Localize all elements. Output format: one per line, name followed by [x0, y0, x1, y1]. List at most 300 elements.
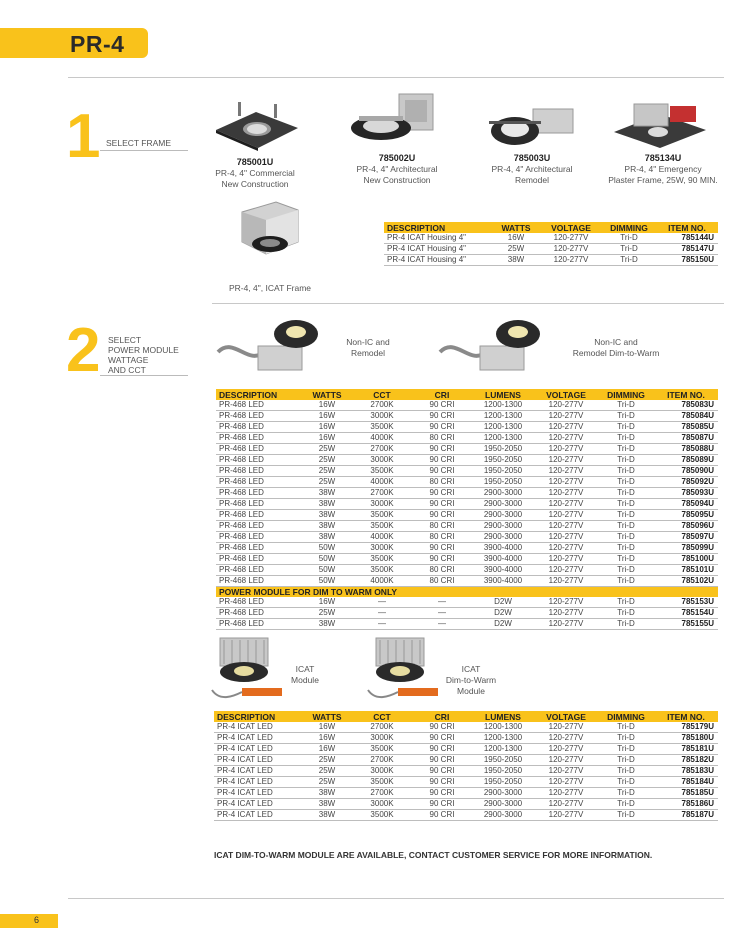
- table-row: [216, 576, 718, 587]
- table-cell: Tri-D: [598, 477, 654, 488]
- table-cell: 4000K: [352, 576, 412, 587]
- item-number-cell: 785184U: [654, 777, 718, 788]
- power-module-table: [216, 389, 718, 587]
- table-cell: 3500K: [352, 744, 412, 755]
- column-header: DESCRIPTION: [214, 711, 302, 722]
- table-cell: 3000K: [352, 543, 412, 554]
- table-cell: 25W: [492, 244, 540, 255]
- table-cell: 120-277V: [534, 733, 598, 744]
- table-cell: 3500K: [352, 565, 412, 576]
- table-cell: PR-4 ICAT LED: [214, 733, 302, 744]
- icat-led-table: [214, 711, 718, 821]
- caption-line: Dim-to-Warm: [445, 675, 497, 685]
- table-cell: 38W: [302, 510, 352, 521]
- item-number-cell: 785089U: [654, 455, 718, 466]
- table-cell: 38W: [302, 619, 352, 630]
- table-cell: 1200-1300: [472, 722, 534, 733]
- table-cell: 90 CRI: [412, 510, 472, 521]
- table-row: [214, 777, 718, 788]
- item-desc: PR-4, 4" Architectural: [491, 164, 573, 174]
- table-cell: 1200-1300: [472, 422, 534, 433]
- table-row: [216, 444, 718, 455]
- table-cell: Tri-D: [598, 499, 654, 510]
- table-cell: Tri-D: [598, 543, 654, 554]
- item-number-cell: 785094U: [654, 499, 718, 510]
- page-number-tab: [0, 914, 58, 928]
- table-cell: 3000K: [352, 766, 412, 777]
- item-number-cell: 785095U: [654, 510, 718, 521]
- column-header: CRI: [412, 711, 472, 722]
- module-caption-d2w: [560, 337, 672, 359]
- table-cell: 90 CRI: [412, 455, 472, 466]
- table-body: [216, 597, 718, 630]
- table-cell: 2900-3000: [472, 488, 534, 499]
- step-1-number: 1: [66, 102, 101, 171]
- table-cell: 50W: [302, 576, 352, 587]
- table-cell: PR-468 LED: [216, 400, 302, 411]
- table-cell: 16W: [302, 722, 352, 733]
- table-cell: 120-277V: [534, 455, 598, 466]
- table-cell: 2700K: [352, 788, 412, 799]
- column-header: DIMMING: [598, 389, 654, 400]
- item-number-cell: 785101U: [654, 565, 718, 576]
- table-cell: Tri-D: [602, 255, 656, 266]
- table-cell: Tri-D: [598, 422, 654, 433]
- table-cell: 90 CRI: [412, 444, 472, 455]
- table-cell: 120-277V: [534, 722, 598, 733]
- item-number-cell: 785182U: [654, 755, 718, 766]
- table-cell: D2W: [472, 619, 534, 630]
- table-body: [216, 400, 718, 587]
- table-cell: 2900-3000: [472, 788, 534, 799]
- table-row: [216, 510, 718, 521]
- item-number-cell: 785144U: [656, 233, 718, 244]
- table-cell: 38W: [302, 799, 352, 810]
- column-header: DESCRIPTION: [216, 389, 302, 400]
- table-cell: PR-4 ICAT LED: [214, 799, 302, 810]
- table-cell: Tri-D: [598, 733, 654, 744]
- step-2-underline: [100, 375, 188, 376]
- item-number-cell: 785179U: [654, 722, 718, 733]
- table-cell: Tri-D: [598, 444, 654, 455]
- table-cell: 120-277V: [534, 576, 598, 587]
- table-cell: 2900-3000: [472, 521, 534, 532]
- table-row: [214, 788, 718, 799]
- table-cell: 90 CRI: [412, 810, 472, 821]
- table-cell: 90 CRI: [412, 488, 472, 499]
- table-cell: Tri-D: [602, 244, 656, 255]
- table-cell: 16W: [302, 597, 352, 608]
- table-cell: 120-277V: [534, 755, 598, 766]
- table-cell: 90 CRI: [412, 411, 472, 422]
- item-desc: PR-4, 4" Architectural: [356, 164, 438, 174]
- table-cell: 16W: [302, 433, 352, 444]
- table-cell: PR-468 LED: [216, 411, 302, 422]
- step-1-underline: [100, 150, 188, 151]
- table-cell: Tri-D: [602, 233, 656, 244]
- table-cell: 90 CRI: [412, 744, 472, 755]
- table-cell: Tri-D: [598, 576, 654, 587]
- table-cell: 25W: [302, 455, 352, 466]
- table-cell: 3500K: [352, 554, 412, 565]
- table-row: [216, 543, 718, 554]
- table-cell: Tri-D: [598, 619, 654, 630]
- caption-line: ICAT: [461, 664, 481, 674]
- table-cell: Tri-D: [598, 810, 654, 821]
- table-cell: 38W: [302, 499, 352, 510]
- table-cell: 1950-2050: [472, 755, 534, 766]
- item-number-cell: 785100U: [654, 554, 718, 565]
- table-cell: 120-277V: [534, 510, 598, 521]
- table-row: [216, 521, 718, 532]
- table-row: [214, 722, 718, 733]
- table-cell: 16W: [492, 233, 540, 244]
- table-cell: 38W: [302, 532, 352, 543]
- table-cell: Tri-D: [598, 799, 654, 810]
- table-row: [216, 554, 718, 565]
- table-row: [214, 810, 718, 821]
- table-cell: 120-277V: [534, 777, 598, 788]
- column-header: CCT: [352, 389, 412, 400]
- table-row: [216, 422, 718, 433]
- table-cell: 1950-2050: [472, 477, 534, 488]
- table-cell: Tri-D: [598, 565, 654, 576]
- item-number-cell: 785147U: [656, 244, 718, 255]
- item-desc: Plaster Frame, 25W, 90 MIN.: [608, 175, 718, 185]
- column-header: VOLTAGE: [540, 222, 602, 233]
- frame-785001u: [200, 157, 310, 190]
- table-cell: 90 CRI: [412, 422, 472, 433]
- table-cell: 3500K: [352, 422, 412, 433]
- table-cell: PR-4 ICAT LED: [214, 810, 302, 821]
- step-2-number: 2: [66, 316, 101, 385]
- module-caption-remodel: [330, 337, 406, 359]
- table-row: [384, 255, 718, 266]
- column-header: CRI: [412, 389, 472, 400]
- table-cell: 120-277V: [534, 608, 598, 619]
- table-cell: Tri-D: [598, 554, 654, 565]
- table-cell: 1950-2050: [472, 466, 534, 477]
- item-desc: PR-4, 4" Commercial: [215, 168, 295, 178]
- item-number-cell: 785092U: [654, 477, 718, 488]
- item-number-cell: 785093U: [654, 488, 718, 499]
- table-cell: 38W: [492, 255, 540, 266]
- table-cell: Tri-D: [598, 722, 654, 733]
- table-row: [214, 766, 718, 777]
- table-cell: 50W: [302, 543, 352, 554]
- table-cell: 120-277V: [534, 543, 598, 554]
- table-cell: 16W: [302, 422, 352, 433]
- item-number-cell: 785153U: [654, 597, 718, 608]
- table-cell: 3500K: [352, 466, 412, 477]
- frame-785003u-image: [485, 103, 580, 151]
- table-row: [216, 455, 718, 466]
- table-cell: 2900-3000: [472, 510, 534, 521]
- table-cell: 3000K: [352, 733, 412, 744]
- item-number-cell: 785096U: [654, 521, 718, 532]
- table-cell: Tri-D: [598, 597, 654, 608]
- caption-line: Non-IC and: [346, 337, 390, 347]
- table-cell: 2900-3000: [472, 799, 534, 810]
- table-cell: 25W: [302, 608, 352, 619]
- table-body: [214, 722, 718, 821]
- item-desc: PR-4, 4" Emergency: [624, 164, 702, 174]
- step-2-label-line: AND CCT: [108, 365, 146, 375]
- table-row: [216, 488, 718, 499]
- table-cell: PR-468 LED: [216, 597, 302, 608]
- item-number-cell: 785087U: [654, 433, 718, 444]
- table-cell: Tri-D: [598, 433, 654, 444]
- table-cell: 120-277V: [534, 744, 598, 755]
- item-code: 785001U: [236, 157, 274, 167]
- table-cell: PR-468 LED: [216, 455, 302, 466]
- column-header: VOLTAGE: [534, 711, 598, 722]
- table-cell: 80 CRI: [412, 565, 472, 576]
- table-cell: Tri-D: [598, 466, 654, 477]
- table-cell: Tri-D: [598, 510, 654, 521]
- footnote: ICAT DIM-TO-WARM MODULE ARE AVAILABLE, CONTACT CUSTOMER SERVICE FOR MORE INFORMATION.: [214, 850, 653, 860]
- table-cell: 25W: [302, 444, 352, 455]
- table-cell: 90 CRI: [412, 554, 472, 565]
- table-cell: 80 CRI: [412, 521, 472, 532]
- d2w-section-header: POWER MODULE FOR DIM TO WARM ONLY: [216, 587, 718, 597]
- header-divider: [68, 77, 724, 78]
- item-number-cell: 785099U: [654, 543, 718, 554]
- table-row: [216, 400, 718, 411]
- table-cell: 80 CRI: [412, 532, 472, 543]
- table-cell: 1950-2050: [472, 766, 534, 777]
- table-row: [216, 597, 718, 608]
- table-cell: —: [352, 619, 412, 630]
- table-cell: 90 CRI: [412, 755, 472, 766]
- table-cell: 50W: [302, 565, 352, 576]
- table-cell: 38W: [302, 810, 352, 821]
- icat-module-caption: [282, 664, 328, 686]
- column-header: ITEM NO.: [654, 711, 718, 722]
- frame-785134u-image: [610, 100, 710, 152]
- table-cell: 1950-2050: [472, 444, 534, 455]
- table-cell: 1200-1300: [472, 411, 534, 422]
- column-header: DESCRIPTION: [384, 222, 492, 233]
- table-cell: 16W: [302, 733, 352, 744]
- table-cell: —: [412, 619, 472, 630]
- step-2-label-line: POWER MODULE: [108, 345, 179, 355]
- caption-line: Module: [457, 686, 485, 696]
- table-cell: 1950-2050: [472, 777, 534, 788]
- icat-housing-table: [384, 222, 718, 266]
- table-cell: Tri-D: [598, 488, 654, 499]
- table-cell: PR-468 LED: [216, 565, 302, 576]
- item-number-cell: 785083U: [654, 400, 718, 411]
- table-cell: PR-468 LED: [216, 576, 302, 587]
- item-code: 785002U: [378, 153, 416, 163]
- table-cell: 3000K: [352, 799, 412, 810]
- table-cell: PR-468 LED: [216, 608, 302, 619]
- page-title: PR-4: [70, 31, 125, 57]
- item-number-cell: 785097U: [654, 532, 718, 543]
- item-number-cell: 785088U: [654, 444, 718, 455]
- table-cell: 3500K: [352, 521, 412, 532]
- table-cell: 120-277V: [534, 810, 598, 821]
- table-cell: D2W: [472, 597, 534, 608]
- page-number: 6: [34, 915, 40, 925]
- table-cell: PR-468 LED: [216, 422, 302, 433]
- item-number-cell: 785085U: [654, 422, 718, 433]
- table-cell: 4000K: [352, 433, 412, 444]
- table-cell: 120-277V: [534, 477, 598, 488]
- table-cell: 80 CRI: [412, 576, 472, 587]
- table-cell: 25W: [302, 777, 352, 788]
- table-header-row: [216, 389, 718, 400]
- column-header: LUMENS: [472, 389, 534, 400]
- table-cell: Tri-D: [598, 766, 654, 777]
- table-cell: PR-468 LED: [216, 510, 302, 521]
- table-cell: 120-277V: [534, 532, 598, 543]
- table-cell: 16W: [302, 400, 352, 411]
- table-cell: 3900-4000: [472, 565, 534, 576]
- table-cell: PR-4 ICAT LED: [214, 788, 302, 799]
- footer-divider: [68, 898, 724, 899]
- table-cell: 90 CRI: [412, 799, 472, 810]
- column-header: CCT: [352, 711, 412, 722]
- step-2-label-line: WATTAGE: [108, 355, 149, 365]
- item-number-cell: 785150U: [656, 255, 718, 266]
- table-cell: 3000K: [352, 411, 412, 422]
- table-cell: 2700K: [352, 722, 412, 733]
- table-cell: 25W: [302, 755, 352, 766]
- table-cell: 1950-2050: [472, 455, 534, 466]
- table-cell: D2W: [472, 608, 534, 619]
- table-cell: —: [412, 597, 472, 608]
- table-row: [216, 499, 718, 510]
- table-cell: 120-277V: [534, 433, 598, 444]
- table-cell: 120-277V: [534, 400, 598, 411]
- icat-d2w-module-caption: [436, 664, 506, 697]
- table-cell: 120-277V: [534, 597, 598, 608]
- table-cell: 120-277V: [540, 244, 602, 255]
- table-row: [384, 244, 718, 255]
- item-code: 785003U: [513, 153, 551, 163]
- column-header: WATTS: [492, 222, 540, 233]
- table-cell: 2700K: [352, 444, 412, 455]
- table-cell: 1200-1300: [472, 400, 534, 411]
- table-cell: PR-468 LED: [216, 466, 302, 477]
- table-cell: 80 CRI: [412, 433, 472, 444]
- table-cell: PR-4 ICAT Housing 4": [384, 233, 492, 244]
- table-cell: 16W: [302, 411, 352, 422]
- table-cell: Tri-D: [598, 755, 654, 766]
- table-cell: PR-468 LED: [216, 433, 302, 444]
- table-cell: 120-277V: [540, 233, 602, 244]
- table-cell: 3000K: [352, 455, 412, 466]
- table-row: [216, 619, 718, 630]
- table-body: [384, 233, 718, 266]
- table-cell: 120-277V: [534, 499, 598, 510]
- item-number-cell: 785183U: [654, 766, 718, 777]
- item-desc: Remodel: [514, 175, 550, 185]
- table-cell: 120-277V: [534, 422, 598, 433]
- table-cell: 90 CRI: [412, 722, 472, 733]
- table-row: [216, 433, 718, 444]
- caption-line: Non-IC and: [594, 337, 638, 347]
- caption-line: Remodel Dim-to-Warm: [572, 348, 660, 358]
- table-cell: Tri-D: [598, 521, 654, 532]
- table-cell: 16W: [302, 744, 352, 755]
- icat-frame-caption: PR-4, 4", ICAT Frame: [228, 283, 312, 293]
- table-cell: 25W: [302, 466, 352, 477]
- table-cell: PR-4 ICAT LED: [214, 777, 302, 788]
- table-cell: PR-468 LED: [216, 619, 302, 630]
- table-cell: 2900-3000: [472, 810, 534, 821]
- table-cell: 3500K: [352, 810, 412, 821]
- table-row: [214, 755, 718, 766]
- step-2-label-line: SELECT: [108, 335, 142, 345]
- frame-785001u-image: [210, 100, 302, 152]
- column-header: VOLTAGE: [534, 389, 598, 400]
- item-number-cell: 785090U: [654, 466, 718, 477]
- table-row: [216, 477, 718, 488]
- column-header: DIMMING: [602, 222, 656, 233]
- table-row: [214, 799, 718, 810]
- table-cell: 3900-4000: [472, 576, 534, 587]
- table-cell: 120-277V: [534, 766, 598, 777]
- table-cell: 120-277V: [534, 411, 598, 422]
- table-header-row: [384, 222, 718, 233]
- table-cell: PR-4 ICAT LED: [214, 755, 302, 766]
- table-cell: PR-468 LED: [216, 499, 302, 510]
- item-number-cell: 785181U: [654, 744, 718, 755]
- power-module-image: [214, 312, 334, 380]
- table-cell: —: [412, 608, 472, 619]
- table-cell: PR-4 ICAT Housing 4": [384, 244, 492, 255]
- frame-785003u: [477, 153, 587, 186]
- table-cell: 38W: [302, 521, 352, 532]
- step-1-label: SELECT FRAME: [106, 138, 172, 148]
- table-row: [384, 233, 718, 244]
- table-row: [214, 744, 718, 755]
- table-cell: 120-277V: [534, 788, 598, 799]
- table-cell: 38W: [302, 488, 352, 499]
- table-cell: 120-277V: [534, 488, 598, 499]
- table-cell: Tri-D: [598, 400, 654, 411]
- table-cell: 90 CRI: [412, 777, 472, 788]
- table-cell: 120-277V: [534, 565, 598, 576]
- table-row: [216, 565, 718, 576]
- table-cell: 80 CRI: [412, 477, 472, 488]
- table-cell: Tri-D: [598, 608, 654, 619]
- table-cell: —: [352, 608, 412, 619]
- table-cell: 90 CRI: [412, 466, 472, 477]
- table-cell: 120-277V: [534, 799, 598, 810]
- table-cell: PR-468 LED: [216, 444, 302, 455]
- table-cell: Tri-D: [598, 744, 654, 755]
- table-cell: 2700K: [352, 488, 412, 499]
- table-cell: Tri-D: [598, 411, 654, 422]
- table-row: [214, 733, 718, 744]
- table-cell: PR-4 ICAT LED: [214, 722, 302, 733]
- table-cell: PR-468 LED: [216, 554, 302, 565]
- table-cell: 90 CRI: [412, 766, 472, 777]
- table-cell: 4000K: [352, 477, 412, 488]
- item-number-cell: 785180U: [654, 733, 718, 744]
- item-number-cell: 785154U: [654, 608, 718, 619]
- table-cell: 3000K: [352, 499, 412, 510]
- caption-line: Remodel: [350, 348, 386, 358]
- column-header: ITEM NO.: [656, 222, 718, 233]
- table-cell: Tri-D: [598, 455, 654, 466]
- caption-line: ICAT: [295, 664, 315, 674]
- table-row: [216, 466, 718, 477]
